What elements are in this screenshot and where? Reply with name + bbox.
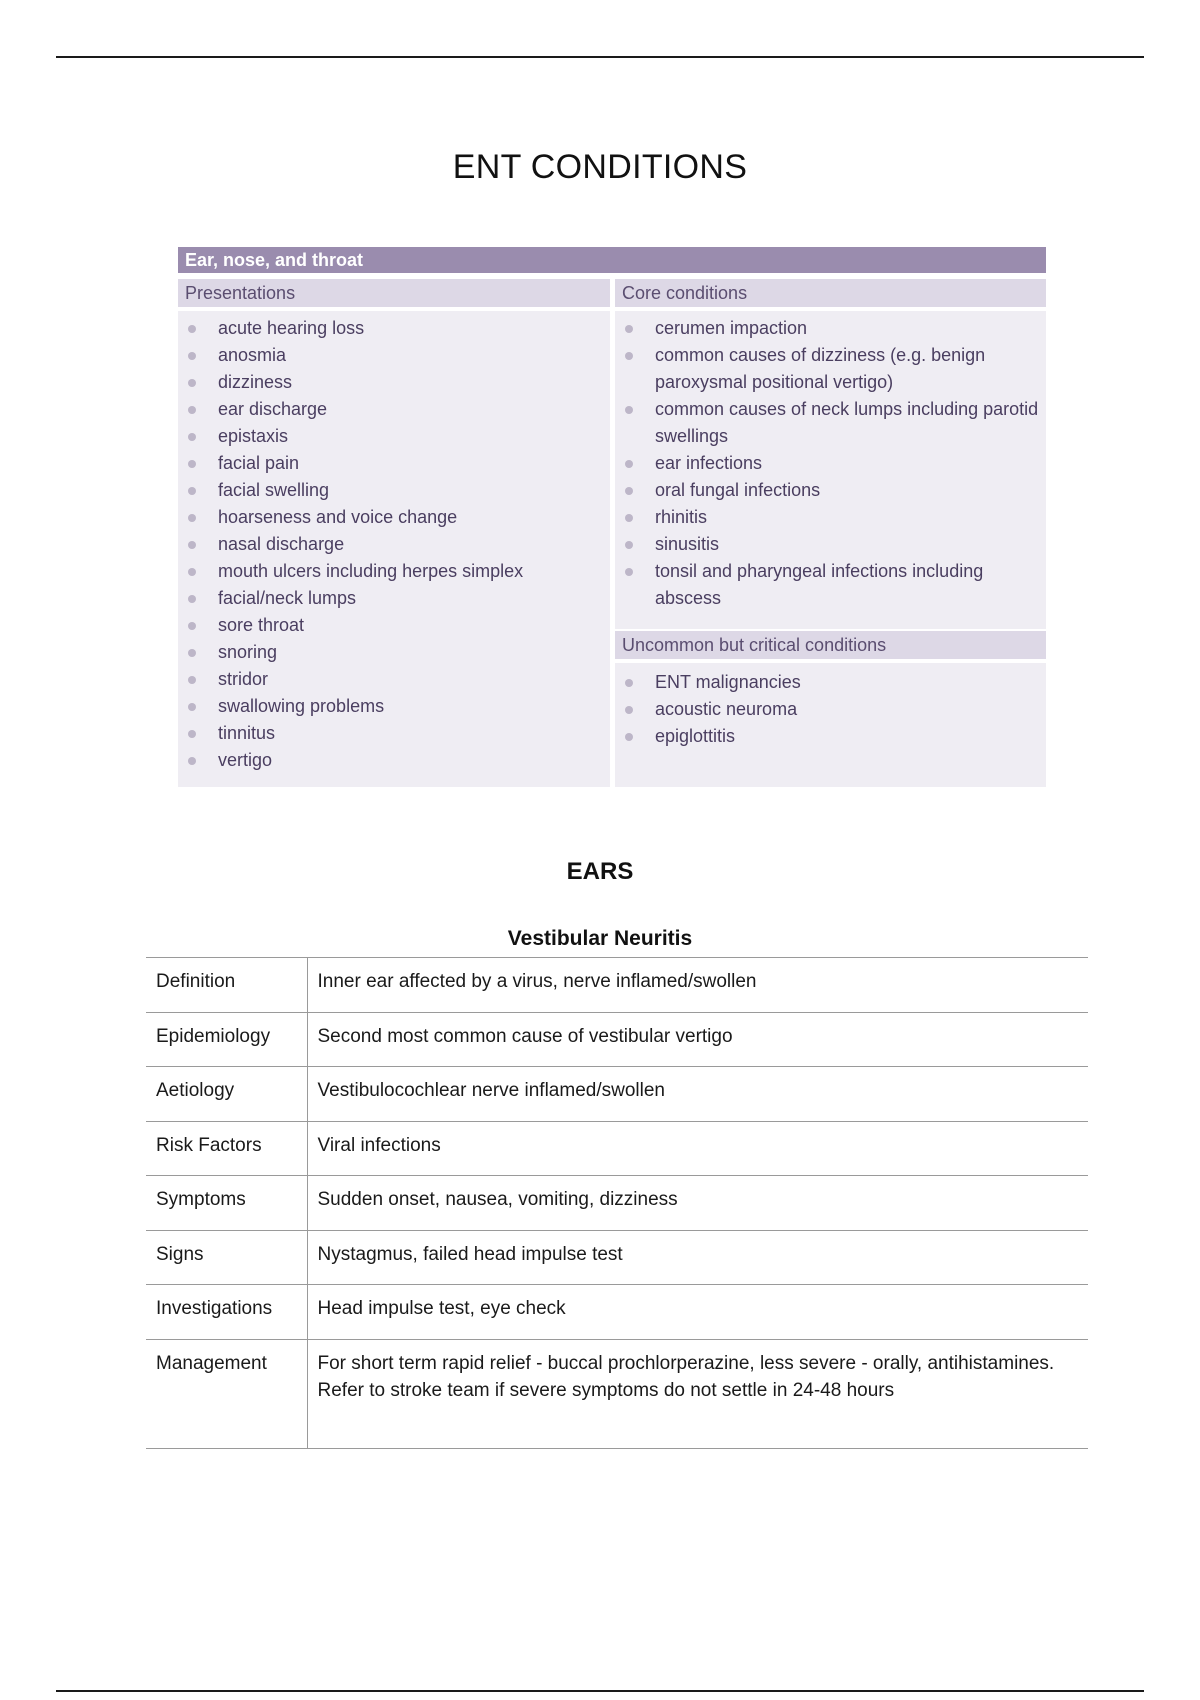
core-conditions-heading: Core conditions [615, 279, 1046, 307]
bullet-icon [188, 622, 196, 630]
bullet-icon [188, 568, 196, 576]
list-item-text: common causes of dizziness (e.g. benign paroxysmal positional vertigo) [655, 345, 986, 392]
list-item-text: vertigo [218, 750, 273, 770]
row-label: Investigations [146, 1285, 307, 1340]
table-row [146, 1012, 1088, 1067]
row-value: Nystagmus, failed head impulse test [307, 1230, 1088, 1285]
row-value: Sudden onset, nausea, vomiting, dizziness [307, 1176, 1088, 1231]
condition-title: Vestibular Neuritis [507, 927, 693, 950]
bullet-icon [625, 487, 633, 495]
list-item-text: dizziness [218, 372, 293, 392]
list-item [178, 396, 610, 423]
bullet-icon [188, 757, 196, 765]
list-item-text: tinnitus [218, 723, 276, 743]
list-item-text: rhinitis [655, 507, 708, 527]
list-item [178, 612, 610, 639]
list-item-text: common causes of neck lumps including parotid swellings [655, 399, 1039, 446]
list-item-text: epistaxis [218, 426, 289, 446]
table-row [146, 958, 1088, 1013]
table-row [146, 1067, 1088, 1122]
list-item [178, 450, 610, 477]
list-item [178, 585, 610, 612]
list-item-text: sinusitis [655, 534, 720, 554]
bottom-rule [56, 1690, 1144, 1692]
uncommon-conditions-list [615, 669, 1046, 750]
list-item [615, 342, 1046, 396]
list-item [615, 723, 1046, 750]
row-value: For short term rapid relief - buccal prochlorperazine, less severe - orally, antihistamines. Refer to stroke team if severe symptoms do not settle in 24-48 hours [307, 1339, 1088, 1448]
core-conditions-list [615, 315, 1046, 612]
bullet-icon [188, 541, 196, 549]
row-value: Inner ear affected by a virus, nerve inflamed/swollen [307, 958, 1088, 1013]
bullet-icon [625, 325, 633, 333]
list-item-text: mouth ulcers including herpes simplex [218, 561, 524, 581]
list-item [615, 396, 1046, 450]
list-item [178, 504, 610, 531]
bullet-icon [625, 514, 633, 522]
row-label: Definition [146, 958, 307, 1013]
row-label: Signs [146, 1230, 307, 1285]
list-item [178, 342, 610, 369]
presentations-heading: Presentations [178, 279, 610, 307]
list-item-text: nasal discharge [218, 534, 345, 554]
list-item-text: hoarseness and voice change [218, 507, 458, 527]
list-item-text: oral fungal infections [655, 480, 821, 500]
list-item [615, 531, 1046, 558]
uncommon-conditions-heading: Uncommon but critical conditions [615, 631, 1046, 659]
list-item [178, 477, 610, 504]
bullet-icon [625, 733, 633, 741]
row-label: Risk Factors [146, 1121, 307, 1176]
condition-table [146, 957, 1088, 1449]
list-item-text: stridor [218, 669, 269, 689]
list-item [615, 669, 1046, 696]
bullet-icon [625, 352, 633, 360]
top-rule [56, 56, 1144, 58]
list-item-text: epiglottitis [655, 726, 736, 746]
bullet-icon [188, 730, 196, 738]
list-item-text: anosmia [218, 345, 287, 365]
list-item [178, 720, 610, 747]
bullet-icon [188, 433, 196, 441]
bullet-icon [188, 514, 196, 522]
document-title: ENT CONDITIONS [452, 148, 748, 186]
bullet-icon [188, 487, 196, 495]
bullet-icon [188, 595, 196, 603]
list-item [178, 558, 610, 585]
list-item [178, 423, 610, 450]
list-item [615, 696, 1046, 723]
list-item-text: facial swelling [218, 480, 330, 500]
list-item-text: snoring [218, 642, 278, 662]
table-row [146, 1285, 1088, 1340]
uncommon-conditions-panel [615, 663, 1046, 787]
list-item-text: ear discharge [218, 399, 328, 419]
list-item [178, 693, 610, 720]
list-item-text: ENT malignancies [655, 672, 801, 692]
ent-summary-box [178, 247, 1046, 787]
table-row [146, 1121, 1088, 1176]
bullet-icon [188, 703, 196, 711]
list-item-text: acoustic neuroma [655, 699, 798, 719]
table-row [146, 1176, 1088, 1231]
list-item [178, 639, 610, 666]
list-item [178, 747, 610, 774]
list-item [615, 477, 1046, 504]
row-value: Second most common cause of vestibular vertigo [307, 1012, 1088, 1067]
bullet-icon [188, 406, 196, 414]
bullet-icon [188, 460, 196, 468]
table-row [146, 1230, 1088, 1285]
bullet-icon [625, 406, 633, 414]
row-value: Vestibulocochlear nerve inflamed/swollen [307, 1067, 1088, 1122]
bullet-icon [625, 679, 633, 687]
list-item-text: acute hearing loss [218, 318, 365, 338]
list-item-text: ear infections [655, 453, 763, 473]
presentations-list [178, 315, 610, 774]
list-item [178, 666, 610, 693]
list-item [615, 450, 1046, 477]
list-item [178, 531, 610, 558]
table-row [146, 1339, 1088, 1448]
row-value: Viral infections [307, 1121, 1088, 1176]
bullet-icon [625, 541, 633, 549]
row-label: Management [146, 1339, 307, 1448]
bullet-icon [625, 460, 633, 468]
bullet-icon [625, 568, 633, 576]
list-item-text: facial/neck lumps [218, 588, 357, 608]
bullet-icon [188, 352, 196, 360]
row-value: Head impulse test, eye check [307, 1285, 1088, 1340]
presentations-panel [178, 311, 610, 787]
list-item [178, 369, 610, 396]
section-heading: EARS [566, 858, 634, 885]
bullet-icon [188, 649, 196, 657]
row-label: Aetiology [146, 1067, 307, 1122]
list-item [615, 504, 1046, 531]
list-item-text: cerumen impaction [655, 318, 808, 338]
list-item [615, 558, 1046, 612]
list-item-text: swallowing problems [218, 696, 385, 716]
list-item [615, 315, 1046, 342]
ent-box-header: Ear, nose, and throat [178, 247, 1046, 273]
row-label: Epidemiology [146, 1012, 307, 1067]
list-item-text: sore throat [218, 615, 305, 635]
core-conditions-panel [615, 311, 1046, 629]
list-item-text: facial pain [218, 453, 300, 473]
row-label: Symptoms [146, 1176, 307, 1231]
bullet-icon [188, 325, 196, 333]
bullet-icon [188, 379, 196, 387]
list-item-text: tonsil and pharyngeal infections including abscess [655, 561, 984, 608]
bullet-icon [625, 706, 633, 714]
bullet-icon [188, 676, 196, 684]
list-item [178, 315, 610, 342]
